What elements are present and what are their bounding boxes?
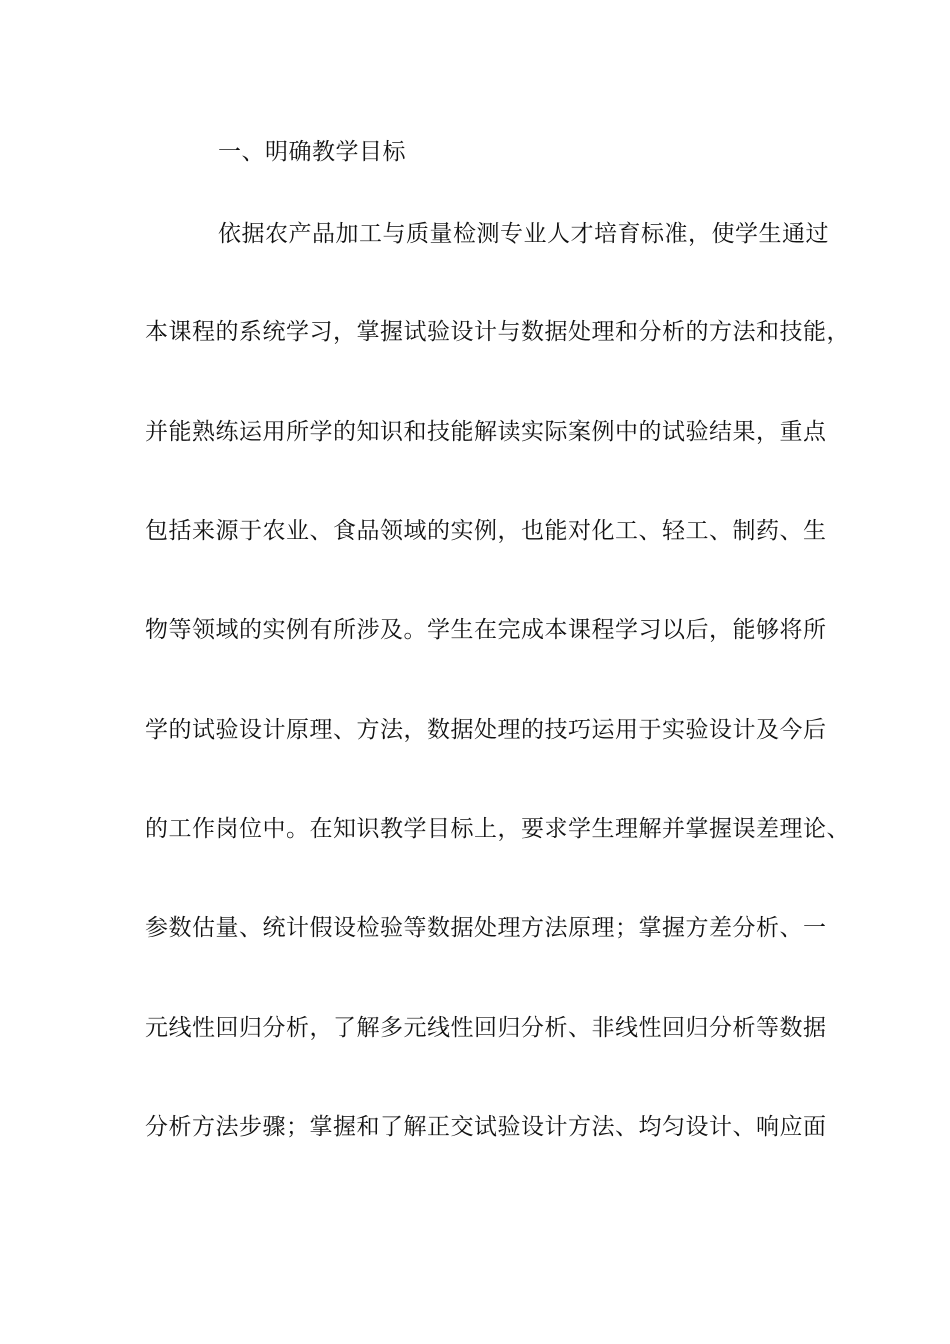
paragraph-line: 分析方法步骤；掌握和了解正交试验设计方法、均匀设计、响应面 xyxy=(145,1114,827,1140)
paragraph-line: 依据农产品加工与质量检测专业人才培育标准，使学生通过 xyxy=(218,221,829,247)
paragraph-line: 参数估量、统计假设检验等数据处理方法原理；掌握方差分析、一 xyxy=(145,915,827,941)
paragraph-line: 本课程的系统学习，掌握试验设计与数据处理和分析的方法和技能， xyxy=(145,319,850,345)
paragraph-line: 学的试验设计原理、方法，数据处理的技巧运用于实验设计及今后 xyxy=(145,717,827,743)
section-heading: 一、明确教学目标 xyxy=(218,139,406,165)
paragraph-line: 元线性回归分析，了解多元线性回归分析、非线性回归分析等数据 xyxy=(145,1015,827,1041)
paragraph-line: 包括来源于农业、食品领域的实例，也能对化工、轻工、制药、生 xyxy=(145,518,827,544)
paragraph-line: 物等领域的实例有所涉及。学生在完成本课程学习以后，能够将所 xyxy=(145,617,827,643)
paragraph-line: 并能熟练运用所学的知识和技能解读实际案例中的试验结果，重点 xyxy=(145,419,827,445)
paragraph-line: 的工作岗位中。在知识教学目标上，要求学生理解并掌握误差理论、 xyxy=(145,816,850,842)
